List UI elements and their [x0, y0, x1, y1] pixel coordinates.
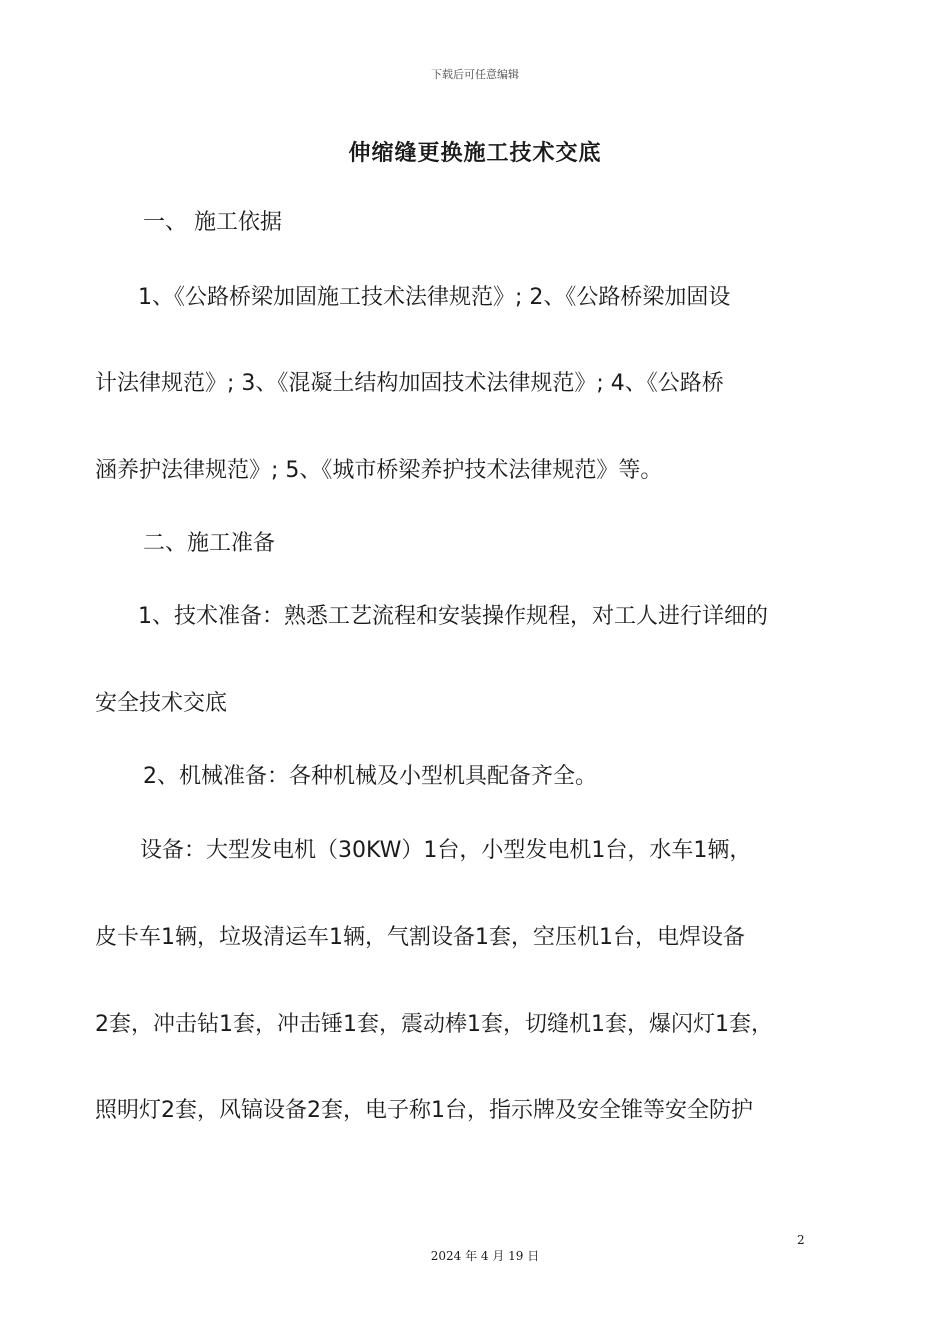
paragraph-line: 1、技术准备：熟悉工艺流程和安装操作规程，对工人进行详细的 — [138, 604, 768, 629]
paragraph-line: 1、《公路桥梁加固施工技术法律规范》; 2、《公路桥梁加固设 — [138, 285, 731, 310]
footer-date: 2024 年 4 月 19 日 — [430, 1249, 540, 1263]
section-heading-preparation: 二、施工准备 — [143, 531, 276, 556]
paragraph-line: 涵养护法律规范》; 5、《城市桥梁养护技术法律规范》等。 — [95, 458, 663, 483]
section-heading-basis: 一、 施工依据 — [143, 210, 282, 235]
paragraph-line: 2套，冲击钻1套，冲击锤1套，震动棒1套，切缝机1套，爆闪灯1套， — [95, 1012, 773, 1037]
paragraph-line: 照明灯2套，风镐设备2套，电子称1台，指示牌及安全锥等安全防护 — [95, 1098, 753, 1123]
paragraph-line: 设备：大型发电机（30KW）1台，小型发电机1台，水车1辆， — [140, 838, 752, 863]
page-number: 2 — [797, 1233, 805, 1247]
document-title: 伸缩缝更换施工技术交底 — [348, 141, 602, 166]
paragraph-line: 皮卡车1辆，垃圾清运车1辆，气割设备1套，空压机1台，电焊设备 — [95, 925, 745, 950]
paragraph-line: 2、机械准备：各种机械及小型机具配备齐全。 — [143, 764, 597, 789]
page-header: 下载后可任意编辑 — [431, 68, 519, 81]
paragraph-line: 计法律规范》; 3、《混凝土结构加固技术法律规范》; 4、《公路桥 — [95, 371, 724, 396]
paragraph-line: 安全技术交底 — [95, 691, 228, 716]
